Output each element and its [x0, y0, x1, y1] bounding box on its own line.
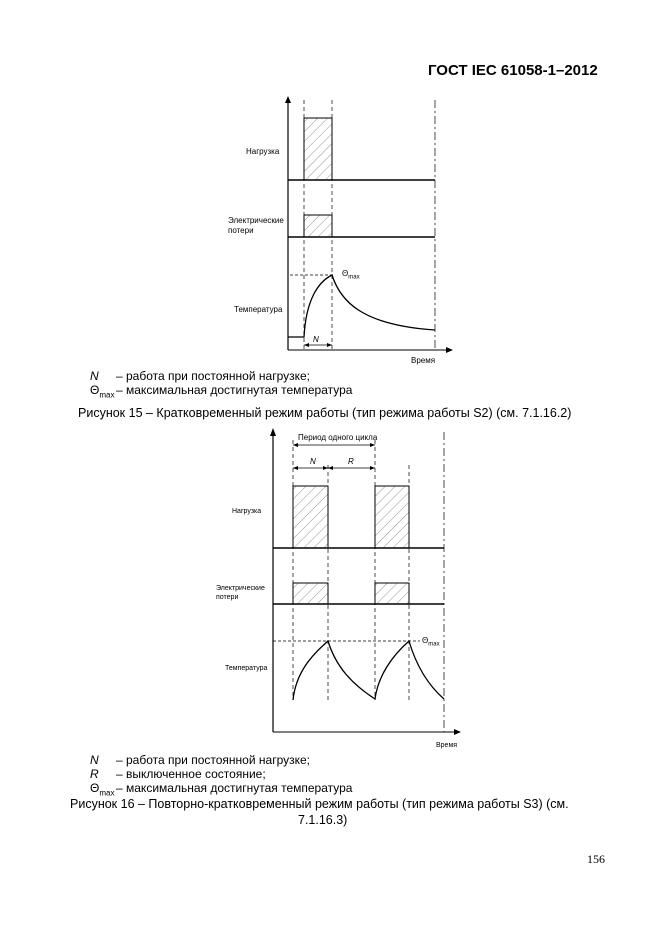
fig16-r-label: R	[348, 457, 354, 466]
fig15-n-label: N	[313, 335, 319, 344]
fig15-load-label: Нагрузка	[246, 147, 280, 156]
fig16-temperature-label: Температура	[225, 665, 268, 672]
fig16-legend-r: R – выключенное состояние;	[90, 767, 266, 781]
fig16-losses-label-line2: потери	[216, 594, 239, 601]
fig16-load-bar-1	[293, 486, 328, 548]
fig16-losses-label-line1: Электрические	[216, 585, 265, 592]
figure-16-caption-line1: Рисунок 16 – Повторно-кратковременный режим работы (тип режима работы S3) (см.	[70, 797, 569, 811]
fig16-losses-bar-2	[375, 583, 409, 604]
fig16-legend-theta: $\Theta_{max}$ – максимальная достигнутая температура	[90, 781, 353, 798]
fig16-time-label: Время	[436, 742, 458, 749]
fig16-load-bar-2	[375, 486, 409, 548]
fig15-temperature-label: Температура	[234, 305, 283, 314]
document-code: ГОСТ IEC 61058-1–2012	[428, 62, 598, 79]
fig16-losses-bar-1	[293, 583, 328, 604]
fig16-temperature-curve	[293, 641, 444, 700]
fig16-time-arrow	[454, 729, 461, 735]
fig15-legend-theta: $\Theta_{max}$ – максимальная достигнутая температура	[90, 383, 353, 400]
fig15-losses-label-line1: Электрические	[228, 216, 284, 225]
figure-15-caption: Рисунок 15 – Кратковременный режим работы (тип режима работы S2) (см. 7.1.16.2)	[78, 406, 572, 420]
fig16-legend-n: N – работа при постоянной нагрузке;	[90, 753, 310, 767]
fig16-cycle-label: Период одного цикла	[298, 433, 378, 442]
fig15-losses-label-line2: потери	[228, 226, 254, 235]
fig16-axis-arrow-up	[270, 428, 276, 436]
fig16-n-label: N	[310, 457, 316, 466]
fig15-legend-n: N – работа при постоянной нагрузке;	[90, 369, 310, 383]
fig15-thetamax-label: $\Theta_{max}$	[342, 269, 360, 281]
figure-16-caption-line2: 7.1.16.3)	[298, 813, 348, 827]
fig15-time-label: Время	[411, 356, 436, 365]
fig16-thetamax-label: $\Theta_{max}$	[422, 636, 440, 648]
fig16-load-label: Нагрузка	[232, 508, 262, 515]
page-number: 156	[587, 852, 605, 866]
